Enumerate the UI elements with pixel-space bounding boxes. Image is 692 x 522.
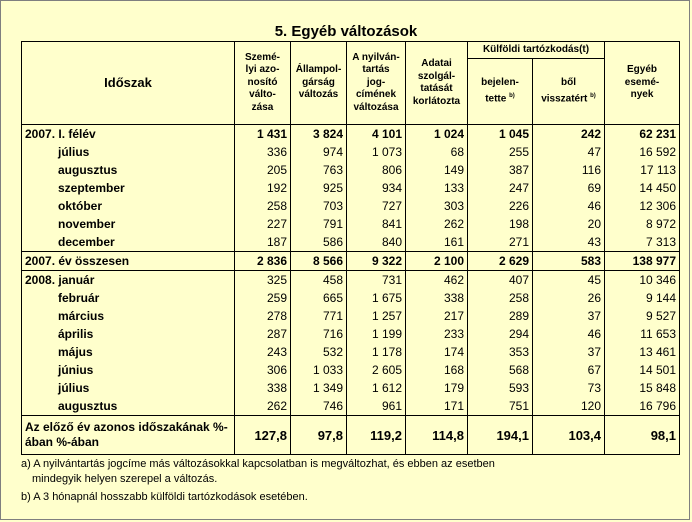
header-line: válto- <box>249 89 276 101</box>
cell-value: 8 972 <box>605 215 680 233</box>
header-line: tatását <box>420 83 453 94</box>
comparison-value: 194,1 <box>468 416 533 455</box>
cell-value: 258 <box>468 289 533 307</box>
cell-value: 306 <box>235 361 291 379</box>
header-col1 <box>235 42 291 125</box>
footnote-b: b) A 3 hónapnál hosszabb külföldi tartózkodások esetében. <box>21 491 308 503</box>
row-label: november <box>22 215 235 233</box>
cell-value: 336 <box>235 143 291 161</box>
cell-value: 716 <box>291 325 347 343</box>
cell-value: 259 <box>235 289 291 307</box>
row-label: 2007. év összesen <box>22 252 235 271</box>
comparison-value: 119,2 <box>347 416 406 455</box>
table-row <box>22 125 680 144</box>
cell-value: 17 113 <box>605 161 680 179</box>
cell-value: 1 612 <box>347 379 406 397</box>
comparison-value: 98,1 <box>605 416 680 455</box>
cell-value: 1 349 <box>291 379 347 397</box>
table-row <box>22 379 680 397</box>
header-line: tartás <box>362 64 390 76</box>
cell-value: 11 653 <box>605 325 680 343</box>
header-line: zása <box>251 101 274 113</box>
cell-value: 771 <box>291 307 347 325</box>
comparison-label: Az előző év azonos időszakának %-ában %-ában <box>22 416 235 455</box>
cell-value: 9 527 <box>605 307 680 325</box>
header-line: címének <box>355 89 397 101</box>
header-period: Időszak <box>22 42 235 125</box>
comparison-value: 114,8 <box>406 416 468 455</box>
row-label: augusztus <box>22 397 235 416</box>
header-col4 <box>406 42 468 125</box>
row-label: 2008. január <box>22 271 235 290</box>
cell-value: 149 <box>406 161 468 179</box>
cell-value: 974 <box>291 143 347 161</box>
table-row <box>22 215 680 233</box>
header-group-kulfoldi: Külföldi tartózkodás(t) <box>468 42 605 59</box>
cell-value: 16 796 <box>605 397 680 416</box>
cell-value: 532 <box>291 343 347 361</box>
cell-value: 9 322 <box>347 252 406 271</box>
row-label: május <box>22 343 235 361</box>
table-row <box>22 343 680 361</box>
cell-value: 791 <box>291 215 347 233</box>
cell-value: 338 <box>235 379 291 397</box>
cell-value: 233 <box>406 325 468 343</box>
row-label: október <box>22 197 235 215</box>
cell-value: 1 073 <box>347 143 406 161</box>
table-body <box>22 125 680 455</box>
cell-value: 62 231 <box>605 125 680 144</box>
cell-value: 271 <box>468 233 533 252</box>
cell-value: 192 <box>235 179 291 197</box>
cell-value: 727 <box>347 197 406 215</box>
header-line: gárság <box>302 76 335 88</box>
row-label: április <box>22 325 235 343</box>
header-line: szolgál- <box>417 70 456 82</box>
header-line: Adatai <box>421 58 452 69</box>
cell-value: 746 <box>291 397 347 416</box>
row-label: július <box>22 143 235 161</box>
cell-value: 458 <box>291 271 347 290</box>
cell-value: 187 <box>235 233 291 252</box>
cell-value: 586 <box>291 233 347 252</box>
header-col6 <box>533 59 605 125</box>
cell-value: 116 <box>533 161 605 179</box>
footnote-a-continued: mindegyik helyen szerepel a változás. <box>32 473 218 485</box>
footnote-marker: b) <box>509 92 515 99</box>
cell-value: 287 <box>235 325 291 343</box>
header-col7 <box>605 42 680 125</box>
cell-value: 10 346 <box>605 271 680 290</box>
table-row <box>22 397 680 416</box>
cell-value: 174 <box>406 343 468 361</box>
comparison-value: 127,8 <box>235 416 291 455</box>
header-line: jog- <box>366 76 386 88</box>
header-line: változása <box>353 101 399 113</box>
header-line: Állampol- <box>295 64 342 76</box>
comparison-value: 103,4 <box>533 416 605 455</box>
cell-value: 47 <box>533 143 605 161</box>
cell-value: 2 605 <box>347 361 406 379</box>
cell-value: 2 836 <box>235 252 291 271</box>
cell-value: 1 033 <box>291 361 347 379</box>
cell-value: 242 <box>533 125 605 144</box>
cell-value: 37 <box>533 343 605 361</box>
header-line: Szemé- <box>244 51 280 63</box>
cell-value: 934 <box>347 179 406 197</box>
cell-value: 289 <box>468 307 533 325</box>
cell-value: 925 <box>291 179 347 197</box>
table-row <box>22 179 680 197</box>
cell-value: 763 <box>291 161 347 179</box>
header-line: nosító <box>247 76 278 88</box>
comparison-value: 97,8 <box>291 416 347 455</box>
cell-value: 325 <box>235 271 291 290</box>
cell-value: 262 <box>406 215 468 233</box>
cell-value: 255 <box>468 143 533 161</box>
cell-value: 15 848 <box>605 379 680 397</box>
table-row <box>22 233 680 252</box>
row-label: 2007. I. félév <box>22 125 235 144</box>
comparison-row <box>22 416 680 455</box>
cell-value: 12 306 <box>605 197 680 215</box>
cell-value: 407 <box>468 271 533 290</box>
cell-value: 171 <box>406 397 468 416</box>
cell-value: 9 144 <box>605 289 680 307</box>
cell-value: 37 <box>533 307 605 325</box>
cell-value: 226 <box>468 197 533 215</box>
table-row <box>22 197 680 215</box>
table-row <box>22 325 680 343</box>
row-label: augusztus <box>22 161 235 179</box>
cell-value: 338 <box>406 289 468 307</box>
row-label: február <box>22 289 235 307</box>
cell-value: 583 <box>533 252 605 271</box>
header-line: A nyilván- <box>352 51 400 63</box>
footnote-a: a) A nyilvántartás jogcíme más változásokkal kapcsolatban is megváltozhat, és ebben az esetben <box>21 458 495 470</box>
table-row <box>22 161 680 179</box>
cell-value: 179 <box>406 379 468 397</box>
header-col5 <box>468 59 533 125</box>
cell-value: 278 <box>235 307 291 325</box>
cell-value: 462 <box>406 271 468 290</box>
header-line: bejelen- <box>481 77 519 89</box>
header-line: korlátozta <box>412 95 461 107</box>
cell-value: 731 <box>347 271 406 290</box>
cell-value: 46 <box>533 197 605 215</box>
cell-value: 806 <box>347 161 406 179</box>
header-line: nyek <box>630 89 654 101</box>
cell-value: 1 675 <box>347 289 406 307</box>
cell-value: 2 100 <box>406 252 468 271</box>
cell-value: 161 <box>406 233 468 252</box>
cell-value: 1 045 <box>468 125 533 144</box>
cell-value: 69 <box>533 179 605 197</box>
cell-value: 262 <box>235 397 291 416</box>
cell-value: 138 977 <box>605 252 680 271</box>
header-line: változás <box>298 89 339 101</box>
table-row <box>22 307 680 325</box>
row-label: július <box>22 379 235 397</box>
cell-value: 4 101 <box>347 125 406 144</box>
cell-value: 198 <box>468 215 533 233</box>
cell-value: 20 <box>533 215 605 233</box>
table-row <box>22 271 680 290</box>
table-row <box>22 143 680 161</box>
cell-value: 751 <box>468 397 533 416</box>
cell-value: 2 629 <box>468 252 533 271</box>
cell-value: 45 <box>533 271 605 290</box>
cell-value: 1 431 <box>235 125 291 144</box>
footnotes <box>21 457 495 505</box>
footnote-marker: b) <box>590 92 596 99</box>
cell-value: 961 <box>347 397 406 416</box>
cell-value: 43 <box>533 233 605 252</box>
cell-value: 205 <box>235 161 291 179</box>
cell-value: 3 824 <box>291 125 347 144</box>
cell-value: 703 <box>291 197 347 215</box>
row-label: március <box>22 307 235 325</box>
cell-value: 14 450 <box>605 179 680 197</box>
cell-value: 665 <box>291 289 347 307</box>
cell-value: 1 024 <box>406 125 468 144</box>
header-col2 <box>291 42 347 125</box>
cell-value: 16 592 <box>605 143 680 161</box>
header-line: visszatért <box>541 93 588 105</box>
page-title: 5. Egyéb változások <box>274 23 418 40</box>
cell-value: 387 <box>468 161 533 179</box>
cell-value: 247 <box>468 179 533 197</box>
cell-value: 258 <box>235 197 291 215</box>
cell-value: 8 566 <box>291 252 347 271</box>
header-line: tette <box>485 93 507 105</box>
cell-value: 568 <box>468 361 533 379</box>
table-row <box>22 252 680 271</box>
cell-value: 67 <box>533 361 605 379</box>
cell-value: 120 <box>533 397 605 416</box>
cell-value: 294 <box>468 325 533 343</box>
cell-value: 243 <box>235 343 291 361</box>
cell-value: 1 257 <box>347 307 406 325</box>
cell-value: 1 199 <box>347 325 406 343</box>
header-line: esemé- <box>624 76 660 88</box>
header-line: Egyéb <box>627 64 658 76</box>
cell-value: 14 501 <box>605 361 680 379</box>
row-label: június <box>22 361 235 379</box>
cell-value: 26 <box>533 289 605 307</box>
header-line: ből <box>561 77 576 89</box>
cell-value: 303 <box>406 197 468 215</box>
header-line: lyi azo- <box>245 64 280 76</box>
cell-value: 168 <box>406 361 468 379</box>
cell-value: 133 <box>406 179 468 197</box>
table-row <box>22 289 680 307</box>
cell-value: 840 <box>347 233 406 252</box>
cell-value: 7 313 <box>605 233 680 252</box>
cell-value: 593 <box>468 379 533 397</box>
cell-value: 841 <box>347 215 406 233</box>
table-row <box>22 361 680 379</box>
cell-value: 353 <box>468 343 533 361</box>
cell-value: 13 461 <box>605 343 680 361</box>
statistics-table <box>21 41 680 455</box>
cell-value: 227 <box>235 215 291 233</box>
cell-value: 68 <box>406 143 468 161</box>
row-label: december <box>22 233 235 252</box>
header-col3 <box>347 42 406 125</box>
row-label: szeptember <box>22 179 235 197</box>
cell-value: 73 <box>533 379 605 397</box>
cell-value: 217 <box>406 307 468 325</box>
cell-value: 46 <box>533 325 605 343</box>
cell-value: 1 178 <box>347 343 406 361</box>
